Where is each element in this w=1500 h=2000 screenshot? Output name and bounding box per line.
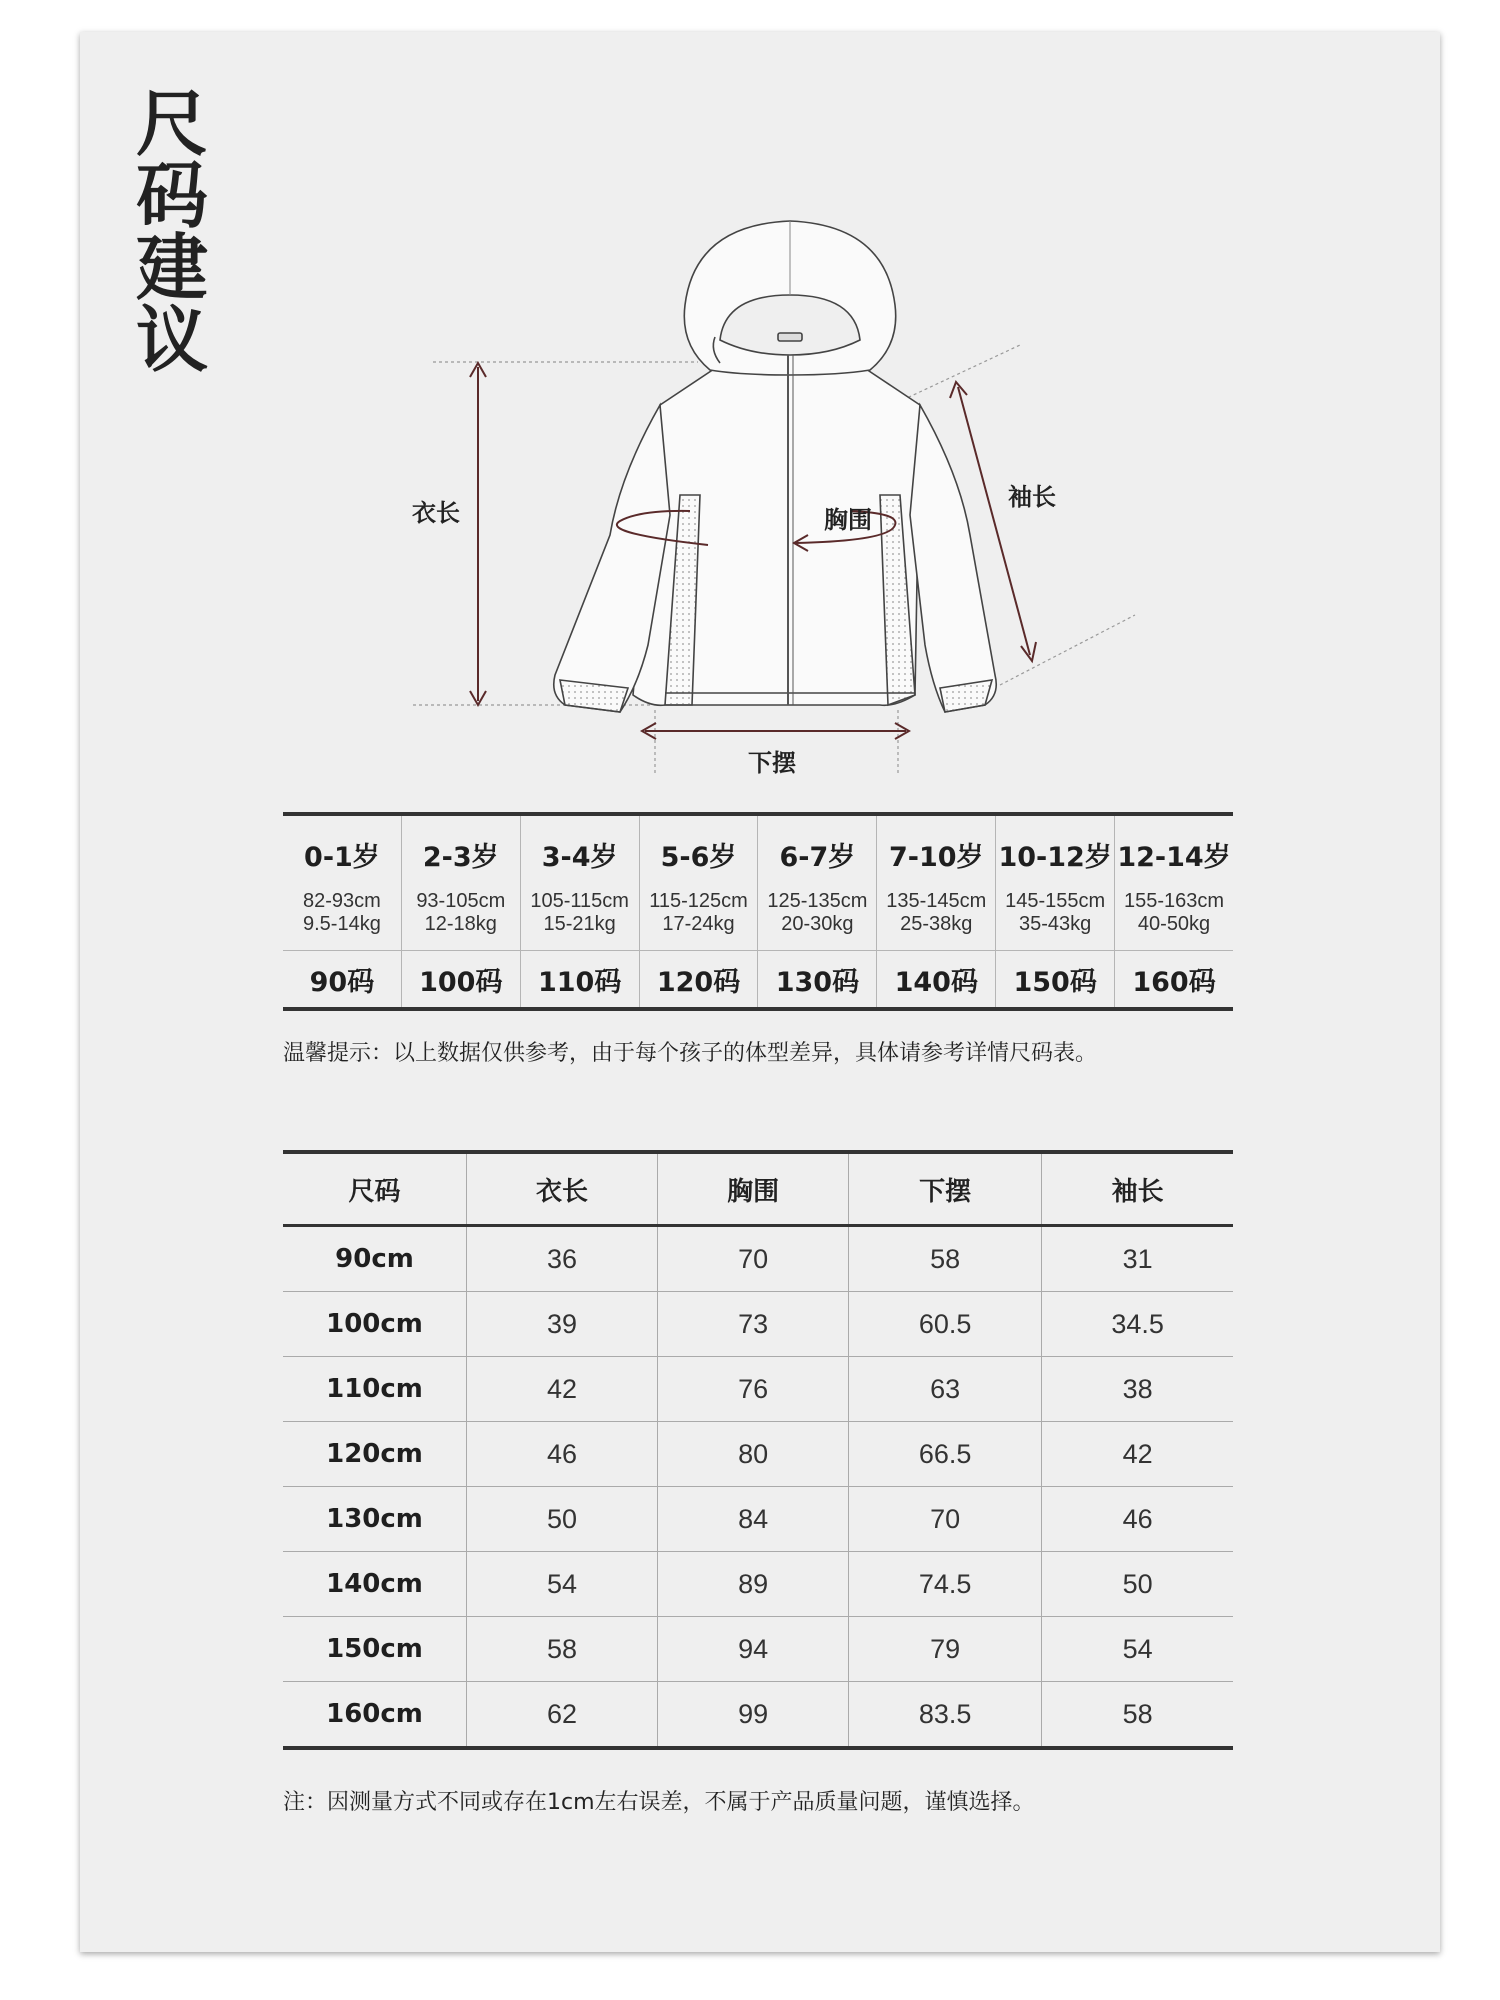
spec-cell — [758, 876, 877, 951]
size-cell: 140cm — [283, 1552, 467, 1617]
sleeve-cell: 50 — [1042, 1552, 1233, 1617]
age-cell: 2-3岁 — [401, 814, 520, 876]
title-char: 议 — [135, 298, 208, 382]
table-header-row — [283, 1152, 1233, 1226]
spec-cell — [1115, 876, 1233, 951]
header-length: 衣长 — [467, 1152, 658, 1226]
hem-cell: 66.5 — [849, 1422, 1042, 1487]
title-char: 尺 — [135, 82, 208, 166]
size-cell: 120cm — [283, 1422, 467, 1487]
size-cell: 160码 — [1115, 951, 1233, 1010]
measurement-table — [283, 1150, 1233, 1750]
header-sleeve: 袖长 — [1042, 1152, 1233, 1226]
sleeve-cell: 38 — [1042, 1357, 1233, 1422]
chest-cell: 80 — [658, 1422, 849, 1487]
length-cell: 39 — [467, 1292, 658, 1357]
size-cell: 120码 — [639, 951, 758, 1010]
height-range: 145-155cm — [1005, 890, 1106, 912]
length-cell: 62 — [467, 1682, 658, 1749]
age-cell: 12-14岁 — [1115, 814, 1233, 876]
chest-label: 胸围 — [824, 506, 872, 534]
size-cell: 150码 — [996, 951, 1115, 1010]
size-cell: 140码 — [877, 951, 996, 1010]
jacket-diagram — [380, 215, 1140, 785]
chest-cell: 73 — [658, 1292, 849, 1357]
length-cell: 58 — [467, 1617, 658, 1682]
hem-cell: 58 — [849, 1226, 1042, 1292]
header-hem: 下摆 — [849, 1152, 1042, 1226]
sleeve-cell: 46 — [1042, 1487, 1233, 1552]
hem-cell: 60.5 — [849, 1292, 1042, 1357]
age-cell: 0-1岁 — [304, 842, 380, 873]
size-cell: 100码 — [401, 951, 520, 1010]
header-size: 尺码 — [283, 1152, 467, 1226]
length-cell: 46 — [467, 1422, 658, 1487]
spec-cell — [639, 876, 758, 951]
weight-range: 35-43kg — [1019, 913, 1092, 935]
chest-cell: 94 — [658, 1617, 849, 1682]
hem-label: 下摆 — [748, 749, 796, 777]
length-cell: 42 — [467, 1357, 658, 1422]
height-range: 155-163cm — [1124, 890, 1225, 912]
spec-cell — [401, 876, 520, 951]
length-cell: 50 — [467, 1487, 658, 1552]
age-row — [283, 814, 1233, 876]
height-range: 135-145cm — [886, 890, 987, 912]
age-cell: 7-10岁 — [877, 814, 996, 876]
title-char: 建 — [135, 226, 208, 310]
table-row — [283, 1682, 1233, 1749]
sleeve-cell: 54 — [1042, 1617, 1233, 1682]
table-row — [283, 1617, 1233, 1682]
sleeve-cell: 58 — [1042, 1682, 1233, 1749]
height-range: 115-125cm — [649, 890, 748, 912]
sleeve-cell: 31 — [1042, 1226, 1233, 1292]
size-cell: 130码 — [758, 951, 877, 1010]
size-cell: 100cm — [283, 1292, 467, 1357]
spec-cell — [283, 876, 401, 951]
table-row — [283, 1357, 1233, 1422]
sleeve-cell: 34.5 — [1042, 1292, 1233, 1357]
weight-range: 15-21kg — [543, 913, 616, 935]
weight-range: 9.5-14kg — [303, 913, 381, 935]
age-cell: 3-4岁 — [520, 814, 639, 876]
hem-cell: 74.5 — [849, 1552, 1042, 1617]
size-cell: 150cm — [283, 1617, 467, 1682]
size-row — [283, 951, 1233, 1010]
chest-cell: 70 — [658, 1226, 849, 1292]
disclaimer-note: 注：因测量方式不同或存在1cm左右误差，不属于产品质量问题，谨慎选择。 — [283, 1790, 1035, 1815]
weight-range: 12-18kg — [424, 913, 497, 935]
weight-range: 40-50kg — [1137, 913, 1211, 935]
table-row — [283, 1422, 1233, 1487]
size-cell: 110cm — [283, 1357, 467, 1422]
sleeve-label: 袖长 — [1008, 483, 1056, 511]
size-cell: 130cm — [283, 1487, 467, 1552]
header-chest: 胸围 — [658, 1152, 849, 1226]
size-cell: 110码 — [520, 951, 639, 1010]
tip-text: 温馨提示：以上数据仅供参考，由于每个孩子的体型差异，具体请参考详情尺码表。 — [283, 1041, 1098, 1066]
age-cell: 5-6岁 — [639, 814, 758, 876]
hem-cell: 70 — [849, 1487, 1042, 1552]
age-cell: 6-7岁 — [758, 814, 877, 876]
sleeve-cell: 42 — [1042, 1422, 1233, 1487]
spec-cell — [520, 876, 639, 951]
hem-cell: 79 — [849, 1617, 1042, 1682]
length-cell: 54 — [467, 1552, 658, 1617]
height-range: 105-115cm — [530, 890, 629, 912]
size-cell: 160cm — [283, 1682, 467, 1749]
table-row — [283, 1552, 1233, 1617]
chest-cell: 76 — [658, 1357, 849, 1422]
age-cell: 10-12岁 — [996, 814, 1115, 876]
hem-cell: 63 — [849, 1357, 1042, 1422]
weight-range: 25-38kg — [900, 913, 973, 935]
table-row — [283, 1292, 1233, 1357]
height-range: 82-93cm — [303, 890, 381, 912]
length-label: 衣长 — [412, 499, 460, 527]
chest-cell: 84 — [658, 1487, 849, 1552]
length-cell: 36 — [467, 1226, 658, 1292]
age-size-table — [283, 812, 1233, 1011]
title-char: 码 — [135, 154, 208, 238]
spec-row — [283, 876, 1233, 951]
size-cell: 90码 — [283, 951, 401, 1010]
table-row — [283, 1226, 1233, 1292]
weight-range: 20-30kg — [781, 913, 854, 935]
height-range: 93-105cm — [416, 890, 506, 912]
spec-cell — [996, 876, 1115, 951]
size-cell: 90cm — [335, 1244, 414, 1274]
table-row — [283, 1487, 1233, 1552]
page-title — [132, 82, 212, 382]
height-range: 125-135cm — [767, 890, 868, 912]
chest-cell: 89 — [658, 1552, 849, 1617]
spec-cell — [877, 876, 996, 951]
weight-range: 17-24kg — [662, 913, 735, 935]
hem-cell: 83.5 — [849, 1682, 1042, 1749]
chest-cell: 99 — [658, 1682, 849, 1749]
